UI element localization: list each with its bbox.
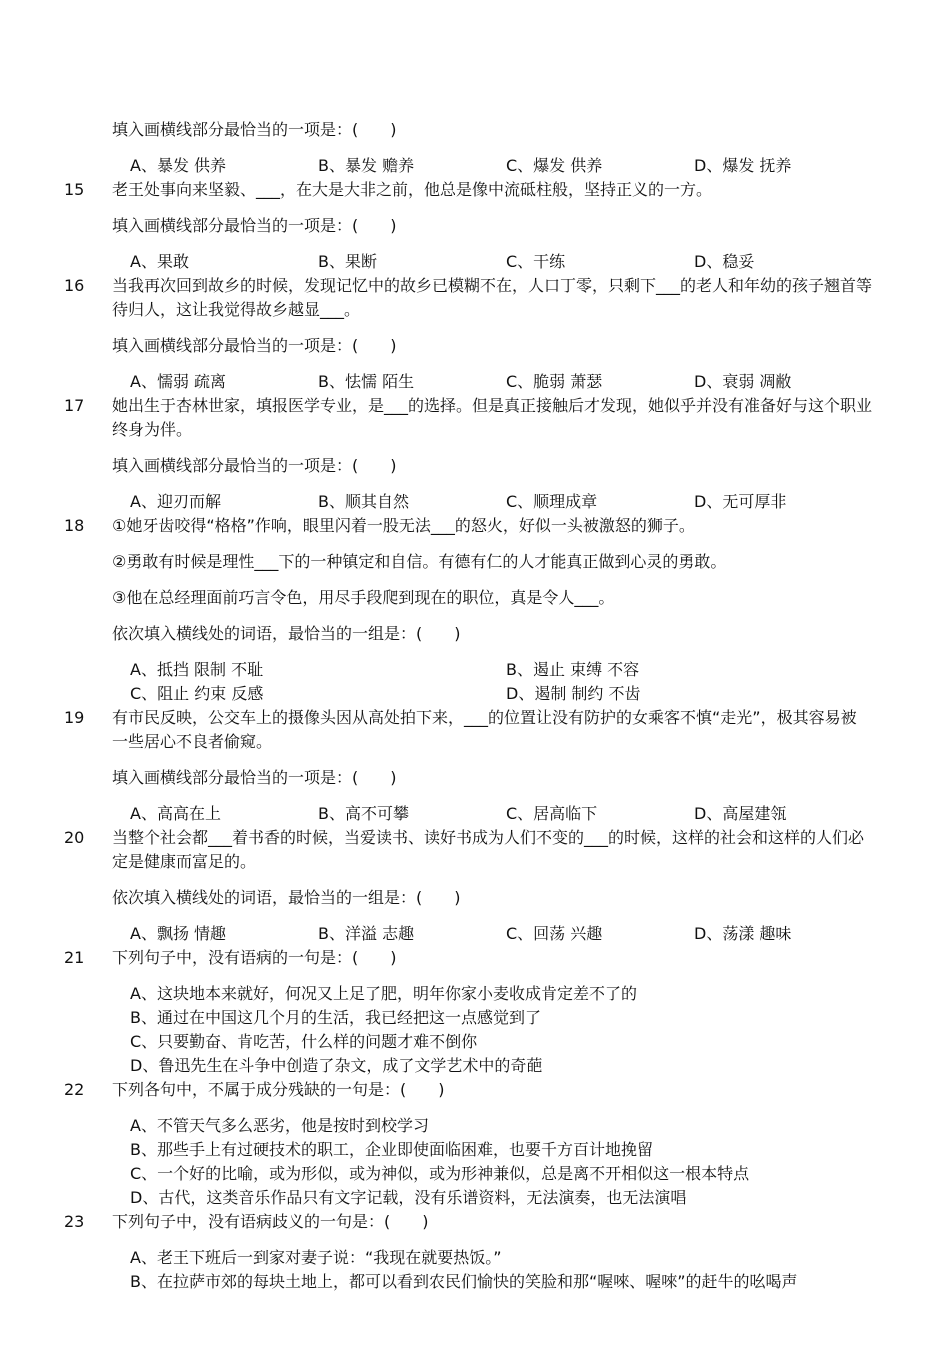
option-a: A、老王下班后一到家对妻子说：“我现在就要热饭。” bbox=[130, 1248, 502, 1267]
option-c: C、爆发 供养 bbox=[506, 156, 603, 175]
question-prompt: 填入画横线部分最恰当的一项是：( ) bbox=[112, 120, 397, 139]
option-b: B、遏止 束缚 不容 bbox=[506, 660, 640, 679]
option-d: D、高屋建瓴 bbox=[694, 804, 787, 823]
option-d: D、遏制 制约 不齿 bbox=[506, 684, 641, 703]
option-b: B、通过在中国这几个月的生活，我已经把这一点感觉到了 bbox=[130, 1008, 541, 1027]
question-text: 下列句子中，没有语病的一句是：( ) bbox=[112, 948, 397, 967]
question-number: 20 bbox=[64, 828, 85, 847]
option-d: D、稳妥 bbox=[694, 252, 755, 271]
question-prompt: 填入画横线部分最恰当的一项是：( ) bbox=[112, 336, 397, 355]
question-text: 当我再次回到故乡的时候，发现记忆中的故乡已模糊不在，人口丁零，只剩下___的老人和年幼的孩子翘首等待归人，这让我觉得故乡越显___。 bbox=[112, 276, 873, 319]
question-prompt: 填入画横线部分最恰当的一项是：( ) bbox=[112, 456, 397, 475]
option-c: C、回荡 兴趣 bbox=[506, 924, 603, 943]
question-number: 23 bbox=[64, 1212, 85, 1231]
option-list bbox=[130, 1246, 870, 1294]
option-d: D、爆发 抚养 bbox=[694, 156, 792, 175]
question-number: 19 bbox=[64, 708, 85, 727]
question-prompt: 依次填入横线处的词语，最恰当的一组是：( ) bbox=[112, 888, 461, 907]
question-sentence-2: ②勇敢有时候是理性___下的一种镇定和自信。有德有仁的人才能真正做到心灵的勇敢。 bbox=[112, 552, 727, 571]
question-text: 当整个社会都___着书香的时候，当爱读书、读好书成为人们不变的___的时候，这样的社会和这样的人们必定是健康而富足的。 bbox=[112, 828, 865, 871]
question-sentence-3: ③他在总经理面前巧言令色，用尽手段爬到现在的职位，真是令人___。 bbox=[112, 588, 615, 607]
question-text: 下列句子中，没有语病歧义的一句是：( ) bbox=[112, 1212, 429, 1231]
option-a: A、暴发 供养 bbox=[130, 156, 227, 175]
option-c: C、一个好的比喻，或为形似，或为神似，或为形神兼似，总是离不开相似这一根本特点 bbox=[130, 1164, 750, 1183]
option-b: B、洋溢 志趣 bbox=[318, 924, 415, 943]
option-a: A、飘扬 情趣 bbox=[130, 924, 227, 943]
question-text: 她出生于杏林世家，填报医学专业，是___的选择。但是真正接触后才发现，她似乎并没有准备好与这个职业终身为伴。 bbox=[112, 396, 873, 439]
option-c: C、阻止 约束 反感 bbox=[130, 684, 264, 703]
option-a: A、果敢 bbox=[130, 252, 189, 271]
question-sentence-1: ①她牙齿咬得“格格”作响，眼里闪着一股无法___的怒火，好似一头被激怒的狮子。 bbox=[112, 516, 695, 535]
question-prompt: 填入画横线部分最恰当的一项是：( ) bbox=[112, 216, 397, 235]
option-a: A、高高在上 bbox=[130, 804, 221, 823]
question-number: 21 bbox=[64, 948, 85, 967]
question-text: 老王处事向来坚毅、___，在大是大非之前，他总是像中流砥柱般，坚持正义的一方。 bbox=[112, 180, 713, 199]
option-c: C、干练 bbox=[506, 252, 566, 271]
option-a: A、抵挡 限制 不耻 bbox=[130, 660, 264, 679]
option-b: B、高不可攀 bbox=[318, 804, 409, 823]
option-list bbox=[130, 1114, 870, 1210]
option-b: B、在拉萨市郊的每块土地上，都可以看到农民们愉快的笑脸和那“喔唻、喔唻”的赶牛的吆喝声 bbox=[130, 1272, 798, 1291]
option-c: C、脆弱 萧瑟 bbox=[506, 372, 603, 391]
option-b: B、暴发 赡养 bbox=[318, 156, 415, 175]
option-list bbox=[130, 982, 870, 1078]
option-row bbox=[130, 682, 870, 706]
question-number: 18 bbox=[64, 516, 85, 535]
option-a: A、懦弱 疏离 bbox=[130, 372, 227, 391]
option-c: C、顺理成章 bbox=[506, 492, 598, 511]
option-d: D、衰弱 凋敝 bbox=[694, 372, 792, 391]
question-prompt: 填入画横线部分最恰当的一项是：( ) bbox=[112, 768, 397, 787]
question-prompt: 依次填入横线处的词语，最恰当的一组是：( ) bbox=[112, 624, 461, 643]
option-d: D、无可厚非 bbox=[694, 492, 787, 511]
question-number: 15 bbox=[64, 180, 85, 199]
option-b: B、顺其自然 bbox=[318, 492, 409, 511]
question-text: 有市民反映，公交车上的摄像头因从高处拍下来，___的位置让没有防护的女乘客不慎“走光”，极其容易被一些居心不良者偷窥。 bbox=[112, 708, 857, 751]
question-number: 17 bbox=[64, 396, 85, 415]
option-a: A、这块地本来就好，何况又上足了肥，明年你家小麦收成肯定差不了的 bbox=[130, 984, 637, 1003]
question-number: 16 bbox=[64, 276, 85, 295]
option-a: A、迎刃而解 bbox=[130, 492, 221, 511]
option-a: A、不管天气多么恶劣，他是按时到校学习 bbox=[130, 1116, 429, 1135]
option-d: D、古代，这类音乐作品只有文字记载，没有乐谱资料，无法演奏，也无法演唱 bbox=[130, 1188, 687, 1207]
option-b: B、那些手上有过硬技术的职工，企业即使面临困难，也要千方百计地挽留 bbox=[130, 1140, 653, 1159]
option-c: C、只要勤奋、肯吃苦，什么样的问题才难不倒你 bbox=[130, 1032, 478, 1051]
option-b: B、怯懦 陌生 bbox=[318, 372, 415, 391]
option-grid bbox=[130, 658, 870, 706]
question-text: 下列各句中，不属于成分残缺的一句是：( ) bbox=[112, 1080, 445, 1099]
option-c: C、居高临下 bbox=[506, 804, 598, 823]
question-number: 22 bbox=[64, 1080, 85, 1099]
option-d: D、鲁迅先生在斗争中创造了杂文，成了文学艺术中的奇葩 bbox=[130, 1056, 543, 1075]
option-d: D、荡漾 趣味 bbox=[694, 924, 792, 943]
option-row bbox=[130, 658, 870, 682]
option-b: B、果断 bbox=[318, 252, 377, 271]
